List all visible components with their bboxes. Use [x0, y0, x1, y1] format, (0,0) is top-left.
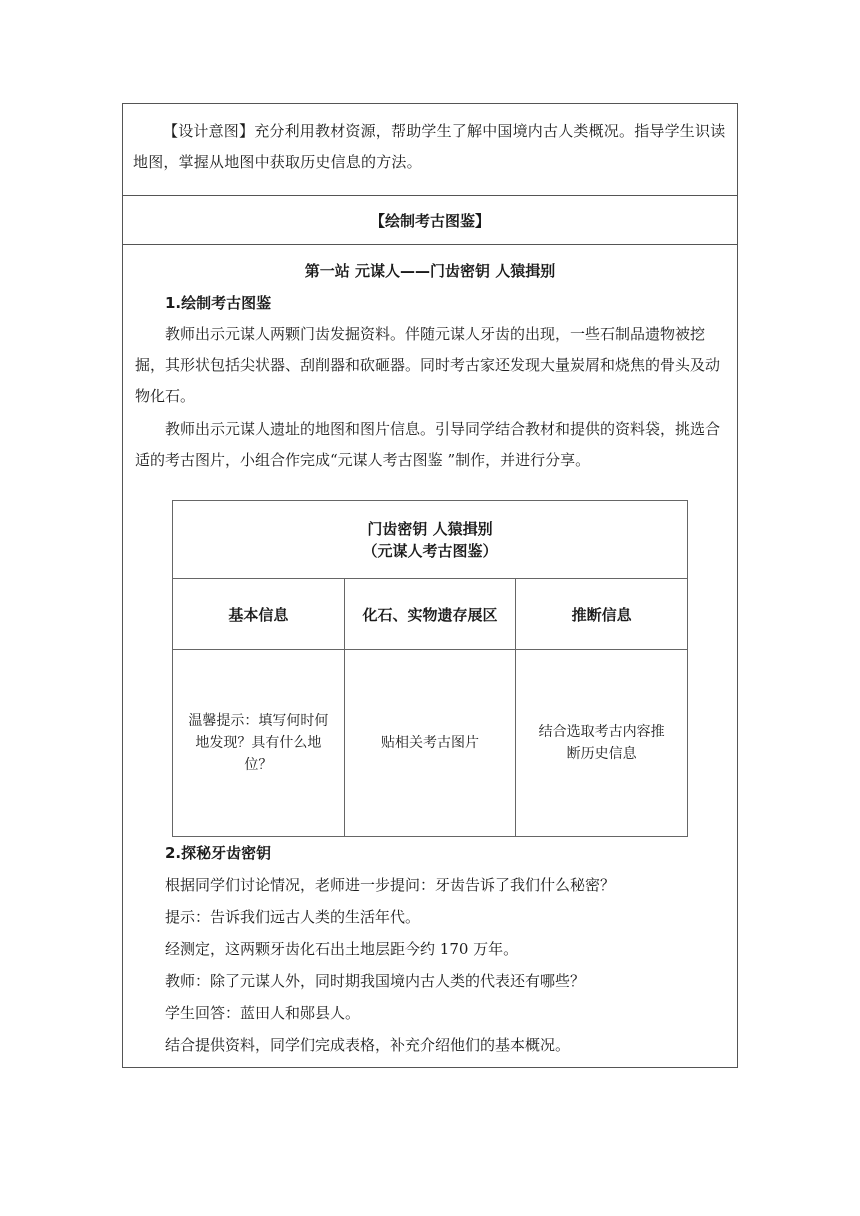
inner-table-title — [173, 501, 688, 579]
inner-table-body-row — [173, 650, 688, 837]
paragraph-map-intro — [135, 414, 729, 476]
design-intent-label: 【设计意图】 — [163, 122, 255, 140]
line-task: 结合提供资料，同学们完成表格，补充介绍他们的基本概况。 — [165, 1036, 571, 1054]
design-intent-row — [123, 104, 737, 196]
subheading-draw-guide: 1.绘制考古图鉴 — [165, 294, 272, 312]
column-inferred-info: 推断信息 — [516, 579, 688, 650]
design-intent-text: 充分利用教材资源，帮助学生了解中国境内古人类概况。指导学生识读地图，掌握从地图中获取历史信息的方法。 — [133, 122, 726, 171]
line-dating: 经测定，这两颗牙齿化石出土地层距今约 170 万年。 — [165, 940, 519, 958]
station-content-row — [123, 245, 737, 1067]
cell-basic-info-hint: 温馨提示：填写何时何地发现？具有什么地位？ — [173, 650, 345, 837]
column-fossil-exhibit: 化石、实物遗存展区 — [344, 579, 516, 650]
inner-table-header-row — [173, 579, 688, 650]
line-student-answer: 学生回答：蓝田人和郧县人。 — [165, 1004, 361, 1022]
line-question: 根据同学们讨论情况，老师进一步提问：牙齿告诉了我们什么秘密？ — [165, 876, 616, 894]
section-header-row — [123, 196, 737, 245]
section-header: 【绘制考古图鉴】 — [369, 211, 490, 230]
station-title: 第一站 元谋人——门齿密钥 人猿揖别 — [304, 262, 556, 280]
inner-table-title-line2: （元谋人考古图鉴） — [362, 541, 498, 560]
cell-fossil-hint: 贴相关考古图片 — [344, 650, 516, 837]
paragraph-fossil-intro — [135, 319, 729, 412]
inner-table-title-row — [173, 501, 688, 579]
cell-inferred-hint: 结合选取考古内容推断历史信息 — [516, 650, 688, 837]
yuanmou-archaeology-table — [172, 500, 688, 837]
inner-table-title-line1: 门齿密钥 人猿揖别 — [367, 519, 493, 538]
line-teacher-question: 教师：除了元谋人外，同时期我国境内古人类的代表还有哪些？ — [165, 972, 586, 990]
line-hint: 提示：告诉我们远古人类的生活年代。 — [165, 908, 421, 926]
paragraph-fossil-intro-text: 教师出示元谋人两颗门齿发掘资料。伴随元谋人牙齿的出现，一些石制品遗物被挖掘，其形状包括尖状器、刮削器和砍砸器。同时考古家还发现大量炭屑和烧焦的骨头及动物化石。 — [135, 325, 721, 405]
design-intent-paragraph — [133, 116, 727, 178]
lesson-plan-table — [122, 103, 738, 1068]
subheading-tooth-secret: 2.探秘牙齿密钥 — [165, 844, 272, 862]
column-basic-info: 基本信息 — [173, 579, 345, 650]
paragraph-map-intro-text: 教师出示元谋人遗址的地图和图片信息。引导同学结合教材和提供的资料袋，挑选合适的考古图片，小组合作完成“元谋人考古图鉴 ”制作，并进行分享。 — [135, 420, 721, 469]
